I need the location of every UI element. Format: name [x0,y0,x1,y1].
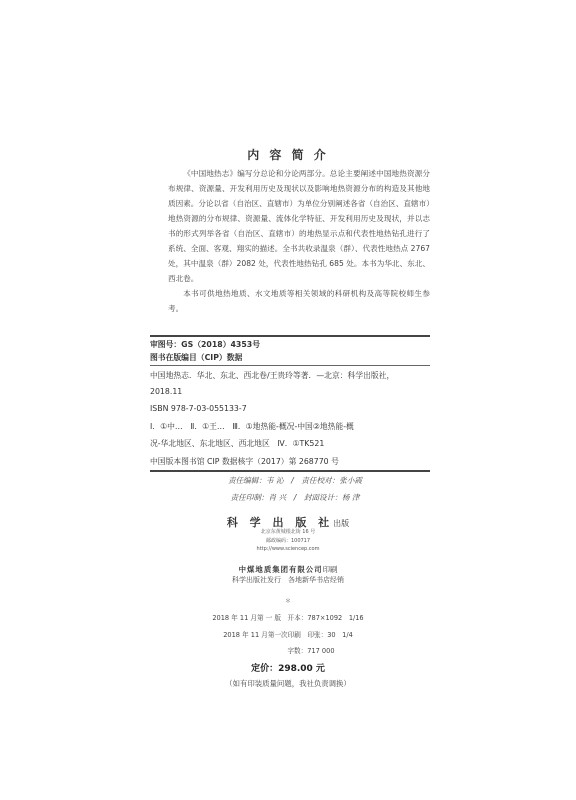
cip-entry-line1: 中国地热志．华北、东北、西北卷/王贵玲等著．—北京：科学出版社， [150,371,395,380]
isbn: ISBN 978-7-03-055133-7 [150,404,247,413]
edition-line-1: 2018 年 11 月第 一 版 开本：787×1092 1/16 [212,614,364,622]
map-review-number: 审图号：GS（2018）4353号 [150,340,260,349]
distribution-note: 科学出版社发行 各地新华书店经销 [232,576,344,584]
edition-line-2: 2018 年 11 月第一次印刷 印张：30 1/4 [223,631,353,639]
divider-top [150,335,430,337]
cip-subject-line2: 况-华北地区、东北地区、西北地区 Ⅳ．①TK521 [150,439,325,448]
divider-bottom [150,470,430,472]
printer-line [0,557,576,576]
publisher-website: http://www.sciencep.com [256,546,320,552]
cip-entry-line2: 2018.11 [150,387,183,396]
staff-line-2: 责任印制：肖 兴 / 封面设计：杨 津 [230,493,360,502]
publisher-postcode: 邮政编码：100717 [265,538,311,544]
cip-subject-line1: Ⅰ．①中… Ⅱ．①王… Ⅲ．①地热能-概况-中国②地热能-概 [150,422,354,431]
cip-heading: 图书在版编目（CIP）数据 [150,353,243,362]
publisher-name: 科 学 出 版 社 [226,516,334,529]
publisher-suffix: 出版 [333,519,350,528]
printer-name: 中煤地质集团有限公司 [238,565,323,574]
word-count: 字数：717 000 [287,647,335,655]
summary-text [168,166,430,316]
staff-line-1: 责任编辑：韦 沁 / 责任校对：张小霞 [227,476,363,485]
publisher-address: 北京东黄城根北街 16 号 [260,529,316,535]
quality-note: （如有印装质量问题，我社负责调换） [225,679,351,688]
summary-paragraph-2: 本书可供地热地质、水文地质等相关领域的科研机构及高等院校师生参考。 [168,289,430,313]
summary-paragraph-1: 《中国地热志》编写分总论和分论两部分。总论主要阐述中国地热资源分布规律、资源量、开发利用历史及现状以及影响地热资源分布的构造及其他地质因素。分论以省（自治区、直辖市）为单位分别阐述各省（自治区、直辖市）地热资源的分布规律、资源量、流体化学特征、开发利用历史及现状，并以志书的形式列举各省（自治区、直辖市）的地热显示点和代表性地热钻孔进行了系统、全面、客观、翔实的描述。全书共收录温泉（群）、代表性地热点 2767 处，其中温泉（群）2082 处，代表性地热钻孔 685 处。本书为华北、东北、西北卷。 [168,169,430,283]
divider-cip [150,365,430,366]
price: 定价：298.00 元 [251,664,325,674]
summary-title: 内 容 简 介 [247,148,329,162]
separator-star: ＊ [284,598,291,605]
printer-suffix: 印刷 [322,565,338,574]
cip-library-note: 中国版本图书馆 CIP 数据核字（2017）第 268770 号 [150,457,339,466]
